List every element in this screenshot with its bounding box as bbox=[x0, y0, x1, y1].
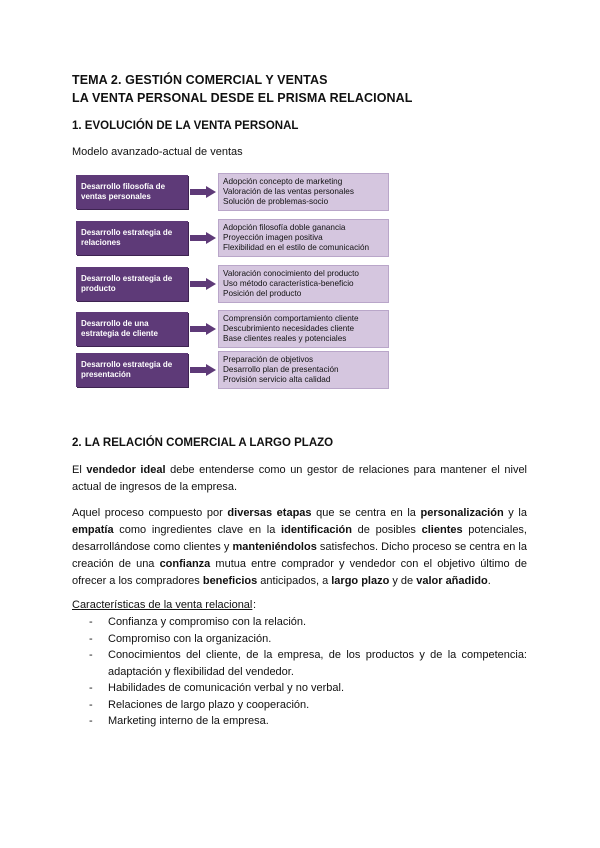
diagram-detail-box bbox=[218, 351, 389, 389]
doc-title-line2: LA VENTA PERSONAL DESDE EL PRISMA RELACIONAL bbox=[72, 91, 413, 105]
section2-heading: 2. LA RELACIÓN COMERCIAL A LARGO PLAZO bbox=[72, 437, 334, 449]
arrow-right-icon bbox=[190, 278, 216, 290]
diagram-stage-box: Desarrollo estrategia de presentación bbox=[76, 353, 188, 387]
detail-item: Provisión servicio alta calidad bbox=[223, 375, 331, 384]
doc-title-line1: TEMA 2. GESTIÓN COMERCIAL Y VENTAS bbox=[72, 73, 328, 87]
diagram-row bbox=[76, 351, 390, 387]
arrow-right-icon bbox=[190, 232, 216, 244]
list-item: - Compromiso con la organización. bbox=[89, 632, 272, 645]
detail-item: Proyección imagen positiva bbox=[223, 233, 323, 242]
characteristics-heading: Características de la venta relacional bbox=[72, 599, 253, 611]
characteristics-list bbox=[72, 614, 527, 730]
diagram-row bbox=[76, 265, 390, 301]
characteristics-colon: : bbox=[253, 599, 257, 611]
detail-item: Preparación de objetivos bbox=[223, 355, 314, 364]
diagram-stage-box: Desarrollo estrategia de relaciones bbox=[76, 221, 188, 255]
diagram-detail-box bbox=[218, 173, 389, 211]
list-item: - Habilidades de comunicación verbal y no verbal. bbox=[89, 682, 345, 694]
diagram-detail-box bbox=[218, 310, 389, 348]
diagram-stage-box: Desarrollo filosofía de ventas personales bbox=[76, 175, 188, 209]
detail-item: Adopción filosofía doble ganancia bbox=[223, 223, 346, 232]
list-item: - Conocimientos del cliente, de la empresa, de los productos y de la competencia: adaptación y flexibilidad del vendedor. bbox=[89, 649, 527, 678]
detail-item: Descubrimiento necesidades cliente bbox=[223, 324, 355, 333]
detail-item: Solución de problemas-socio bbox=[223, 197, 329, 206]
diagram-row bbox=[76, 219, 390, 255]
list-item: - Confianza y compromiso con la relación. bbox=[89, 616, 307, 628]
arrow-right-icon bbox=[190, 323, 216, 335]
detail-item: Comprensión comportamiento cliente bbox=[223, 314, 359, 323]
section1-heading: 1. EVOLUCIÓN DE LA VENTA PERSONAL bbox=[72, 120, 299, 132]
diagram-detail-box bbox=[218, 265, 389, 303]
detail-item: Desarrollo plan de presentación bbox=[223, 365, 339, 374]
list-item: - Marketing interno de la empresa. bbox=[89, 715, 269, 727]
arrow-right-icon bbox=[190, 364, 216, 376]
detail-item: Valoración de las ventas personales bbox=[223, 187, 354, 196]
diagram-stage-box: Desarrollo de una estrategia de cliente bbox=[76, 312, 188, 346]
diagram-row bbox=[76, 173, 390, 209]
detail-item: Posición del producto bbox=[223, 289, 302, 298]
diagram-row bbox=[76, 310, 390, 346]
detail-item: Uso método característica-beneficio bbox=[223, 279, 354, 288]
arrow-right-icon bbox=[190, 186, 216, 198]
detail-item: Flexibilidad en el estilo de comunicación bbox=[223, 243, 370, 252]
paragraph-ideal-seller: El vendedor ideal debe entenderse como un gestor de relaciones para mantener el nivel actual de ingresos de la empresa. bbox=[72, 464, 528, 493]
detail-item: Base clientes reales y potenciales bbox=[223, 334, 347, 343]
section1-intro: Modelo avanzado-actual de ventas bbox=[72, 146, 243, 158]
detail-item: Adopción concepto de marketing bbox=[223, 177, 343, 186]
diagram-detail-box bbox=[218, 219, 389, 257]
diagram-stage-box: Desarrollo estrategia de producto bbox=[76, 267, 188, 301]
paragraph-process: Aquel proceso compuesto por diversas etapas que se centra en la personalización y la empatía como ingredientes clave en la identificación de posibles clientes potenciales, desarrollándose como clientes y manteniéndolos satisfechos. Dicho proceso se centra en la creación de una confianza mutua entre comprador y vendedor con el objetivo último de ofrecer a los compradores beneficios anticipados, a largo plazo y de valor añadido. bbox=[72, 507, 527, 587]
detail-item: Valoración conocimiento del producto bbox=[223, 269, 359, 278]
list-item: - Relaciones de largo plazo y cooperación. bbox=[89, 698, 310, 711]
